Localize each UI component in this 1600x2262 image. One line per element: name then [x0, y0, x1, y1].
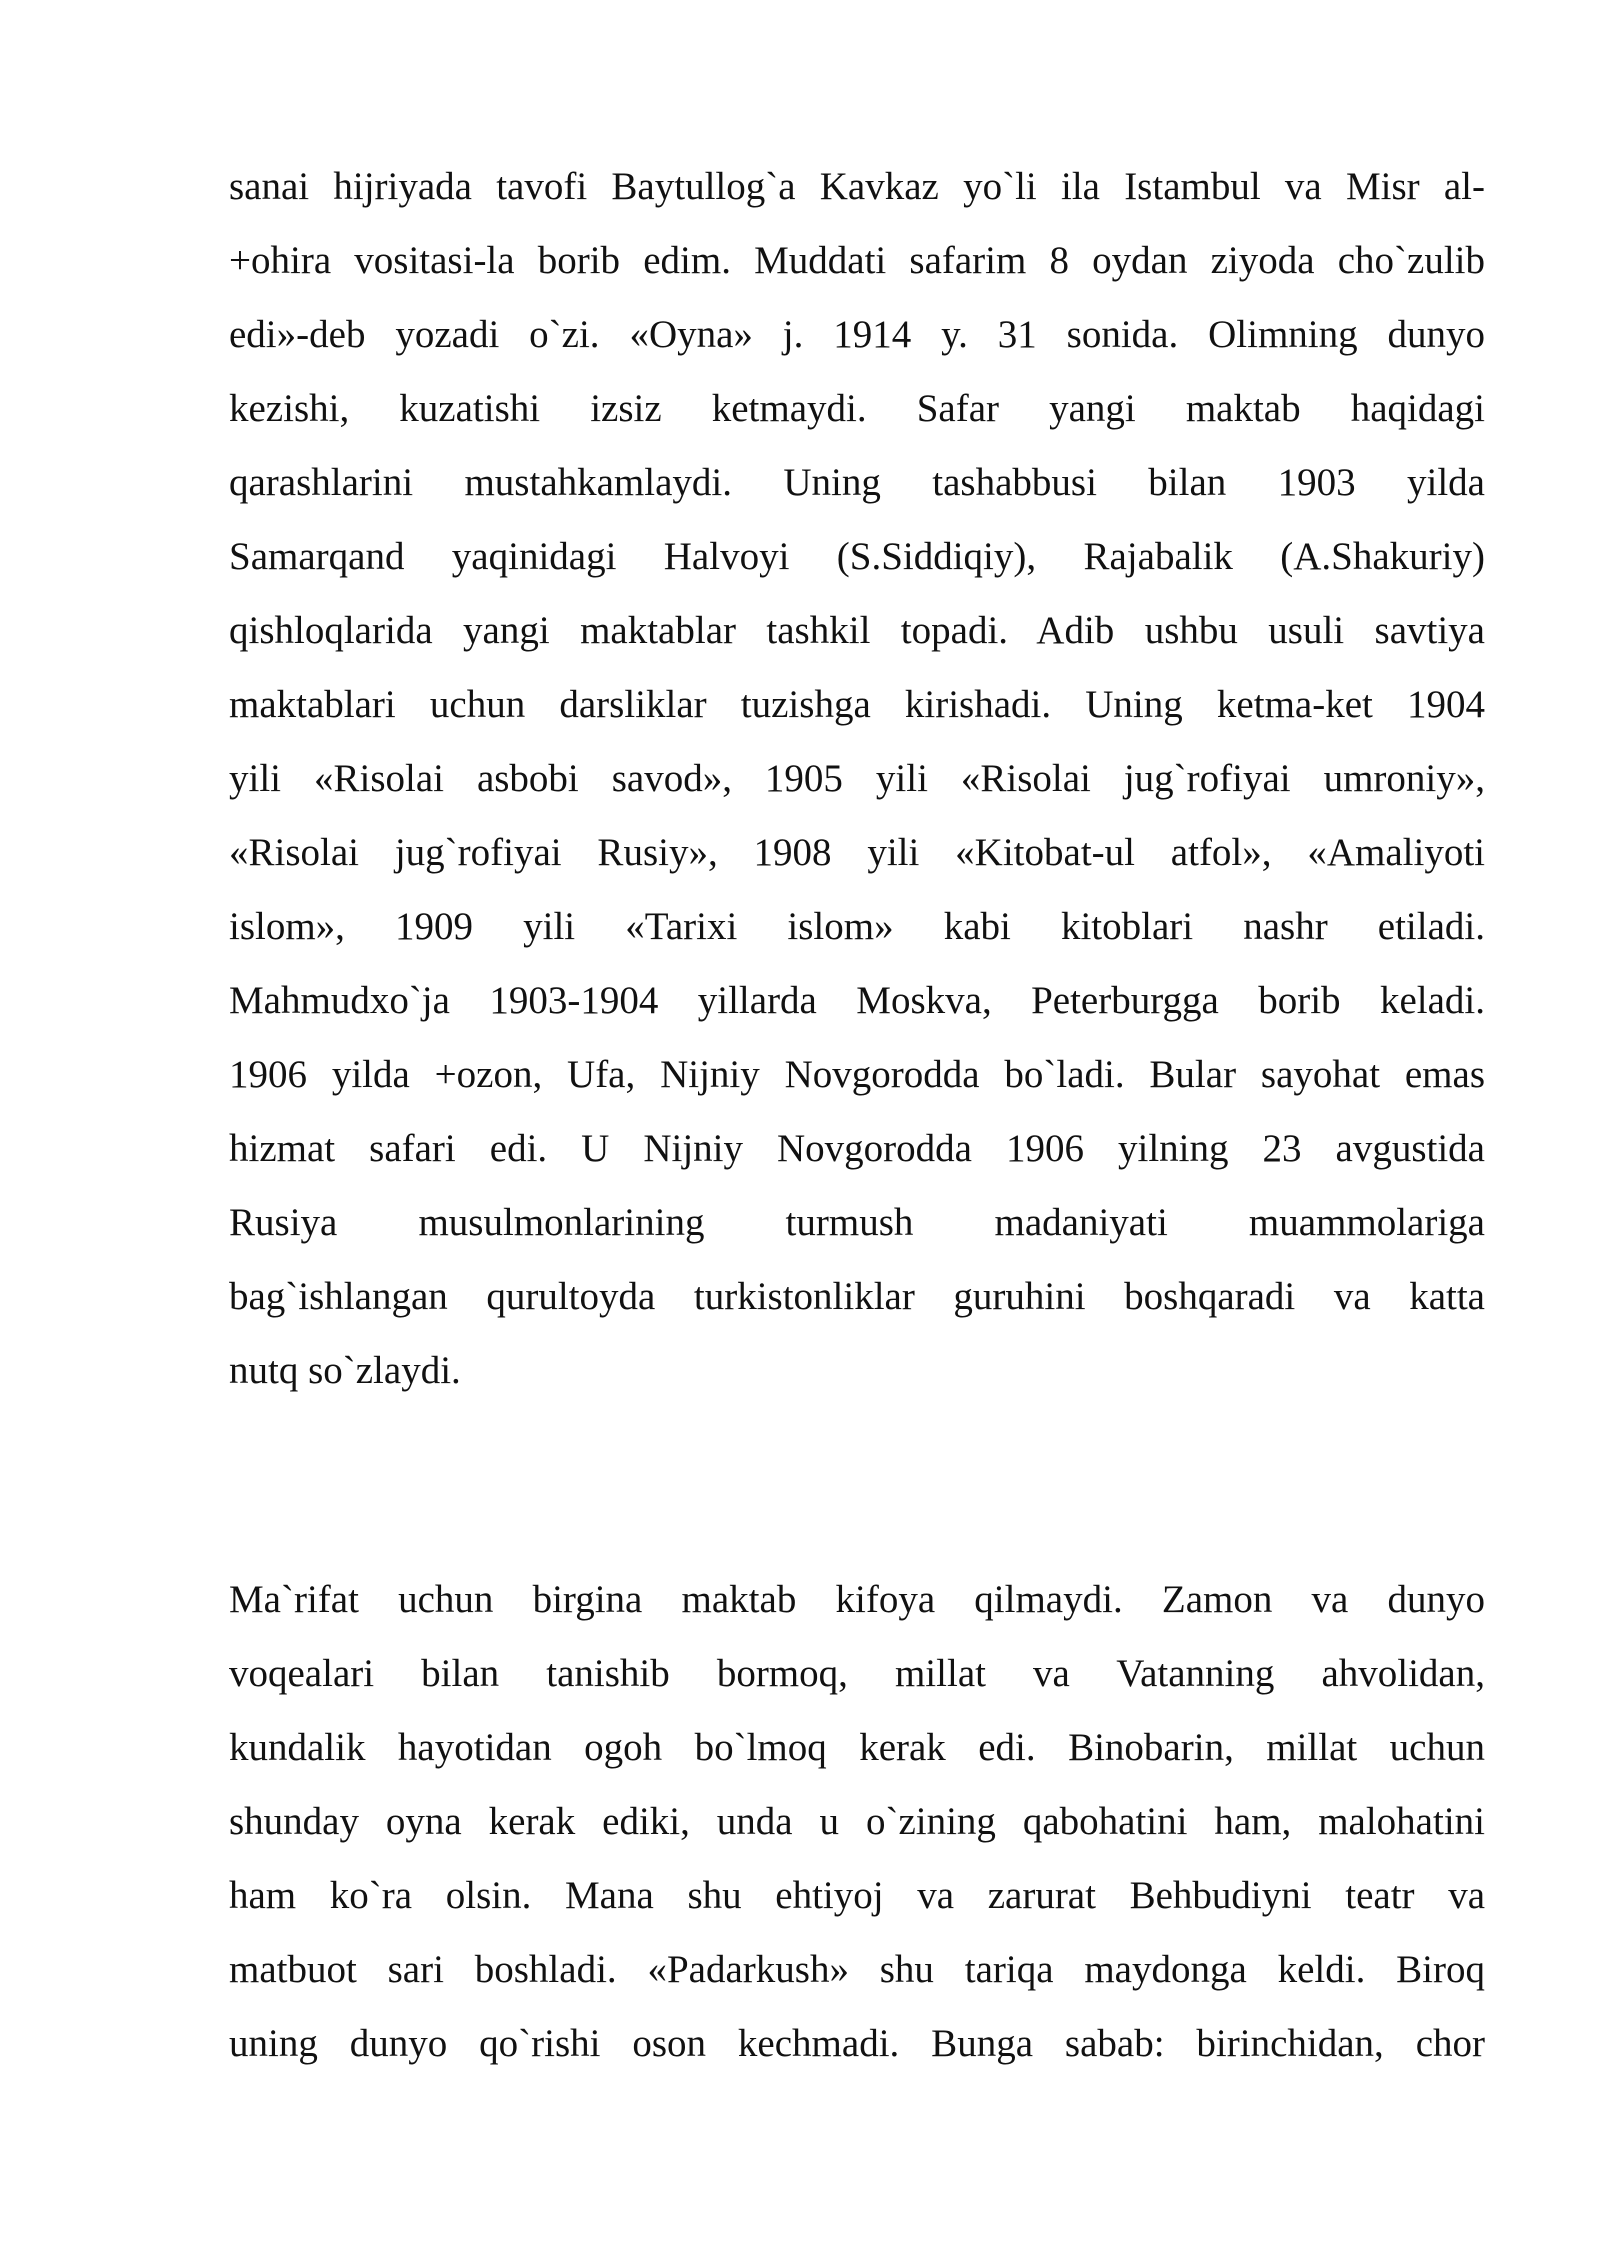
paragraph-1 [229, 150, 1485, 1408]
text-line: nutq so`zlaydi. [229, 1349, 461, 1392]
text-line: ham ko`ra olsin. Mana shu ehtiyoj va zarurat Behbudiyni teatr va [229, 1874, 1485, 1917]
text-line: qarashlarini mustahkamlaydi. Uning tashabbusi bilan 1903 yilda [229, 461, 1485, 504]
text-line: edi»-deb yozadi o`zi. «Oyna» j. 1914 y. 31 sonida. Olimning dunyo [229, 313, 1485, 356]
text-line: kundalik hayotidan ogoh bo`lmoq kerak edi. Binobarin, millat uchun [229, 1726, 1485, 1769]
text-line: Ma`rifat uchun birgina maktab kifoya qilmaydi. Zamon va dunyo [229, 1578, 1485, 1621]
text-line: yili «Risolai asbobi savod», 1905 yili «Risolai jug`rofiyai umroniy», [229, 757, 1485, 800]
text-line: maktablari uchun darsliklar tuzishga kirishadi. Uning ketma-ket 1904 [229, 683, 1485, 726]
text-line: Rusiya musulmonlarining turmush madaniyati muammolariga [229, 1201, 1485, 1244]
text-line: qishloqlarida yangi maktablar tashkil topadi. Adib ushbu usuli savtiya [229, 609, 1485, 652]
text-line: Samarqand yaqinidagi Halvoyi (S.Siddiqiy), Rajabalik (A.Shakuriy) [229, 535, 1485, 578]
text-line: sanai hijriyada tavofi Baytullog`a Kavkaz yo`li ila Istambul va Misr al- [229, 165, 1485, 208]
text-line: voqealari bilan tanishib bormoq, millat va Vatanning ahvolidan, [229, 1652, 1485, 1695]
paragraph-2 [229, 1563, 1485, 2081]
text-line: +ohira vositasi-la borib edim. Muddati safarim 8 oydan ziyoda cho`zulib [229, 239, 1485, 282]
text-line: 1906 yilda +ozon, Ufa, Nijniy Novgorodda bo`ladi. Bular sayohat emas [229, 1053, 1485, 1096]
text-line: islom», 1909 yili «Tarixi islom» kabi kitoblari nashr etiladi. [229, 905, 1485, 948]
text-line: hizmat safari edi. U Nijniy Novgorodda 1906 yilning 23 avgustida [229, 1127, 1485, 1170]
text-line: «Risolai jug`rofiyai Rusiy», 1908 yili «Kitobat-ul atfol», «Amaliyoti [229, 831, 1485, 874]
text-line: uning dunyo qo`rishi oson kechmadi. Bunga sabab: birinchidan, chor [229, 2022, 1485, 2065]
text-line: Mahmudxo`ja 1903-1904 yillarda Moskva, Peterburgga borib keladi. [229, 979, 1485, 1022]
text-line: kezishi, kuzatishi izsiz ketmaydi. Safar yangi maktab haqidagi [229, 387, 1485, 430]
text-line: bag`ishlangan qurultoyda turkistonliklar guruhini boshqaradi va katta [229, 1275, 1485, 1318]
text-line: matbuot sari boshladi. «Padarkush» shu tariqa maydonga keldi. Biroq [229, 1948, 1485, 1991]
text-line: shunday oyna kerak ediki, unda u o`zining qabohatini ham, malohatini [229, 1800, 1485, 1843]
